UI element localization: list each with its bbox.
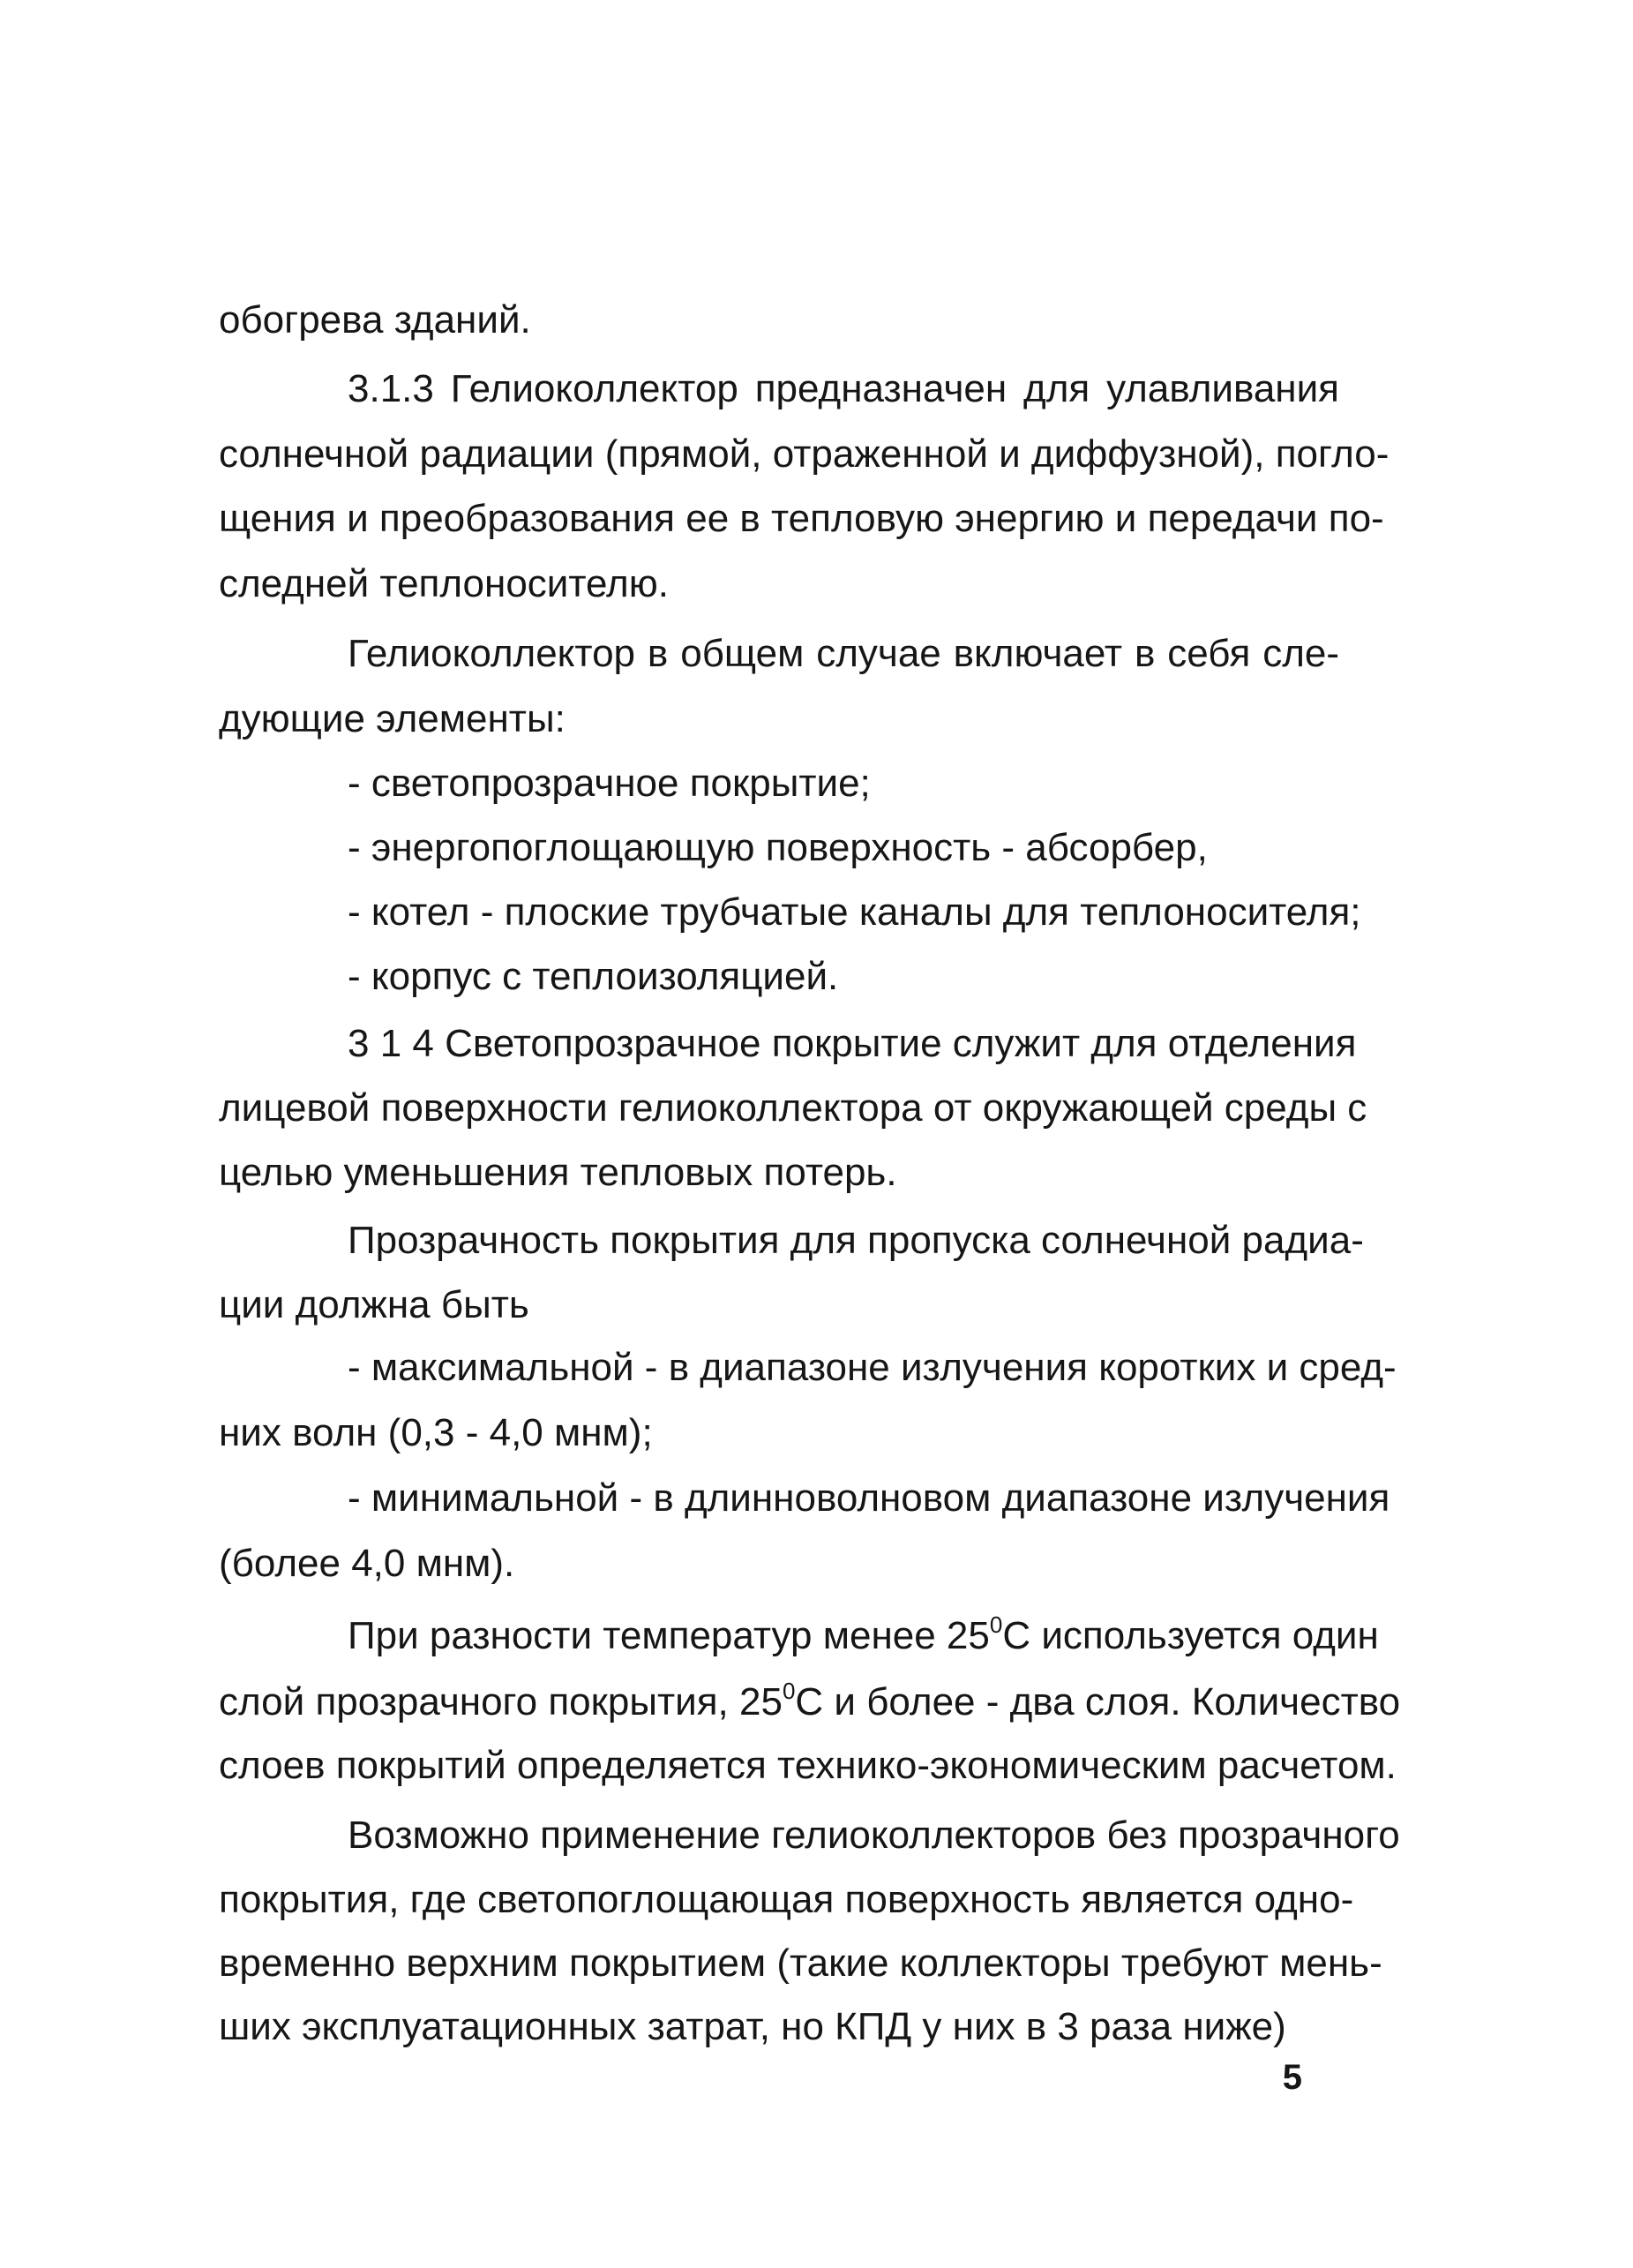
list-item: - корпус с теплоизоляцией. bbox=[348, 955, 839, 998]
text-line: обогрева зданий. bbox=[219, 298, 531, 342]
text-line: ших эксплуатационных затрат, но КПД у них в 3 раза ниже) bbox=[219, 2005, 1286, 2048]
text-line: лицевой поверхности гелиоколлектора от окружающей среды с bbox=[219, 1086, 1367, 1130]
list-item: - котел - плоские трубчатые каналы для теплоносителя; bbox=[348, 890, 1361, 934]
text-line: щения и преобразования ее в тепловую энергию и передачи по- bbox=[219, 497, 1384, 540]
text-line: (более 4,0 мнм). bbox=[219, 1542, 515, 1585]
list-item: - максимальной - в диапазоне излучения коротких и сред- bbox=[348, 1346, 1397, 1389]
section-heading-3-1-3: 3.1.3 Гелиоколлектор предназначен для улавливания bbox=[348, 367, 1339, 410]
text-line-with-superscript bbox=[219, 1676, 1401, 1729]
text-line: временно верхним покрытием (такие коллекторы требуют мень- bbox=[219, 1941, 1382, 1985]
text-fragment: слой прозрачного покрытия, 25 bbox=[219, 1680, 783, 1724]
superscript-degree: 0 bbox=[782, 1678, 796, 1705]
text-fragment: При разности температур менее 25 bbox=[348, 1614, 990, 1657]
text-line: солнечной радиации (прямой, отраженной и диффузной), погло- bbox=[219, 432, 1390, 476]
text-line: слоев покрытий определяется технико-экономическим расчетом. bbox=[219, 1744, 1397, 1787]
superscript-degree: 0 bbox=[989, 1611, 1003, 1639]
text-line: Гелиоколлектор в общем случае включает в себя сле- bbox=[348, 632, 1339, 675]
page-number: 5 bbox=[1282, 2058, 1302, 2097]
list-item: - минимальной - в длинноволновом диапазоне излучения bbox=[348, 1476, 1390, 1520]
text-line: целью уменьшения тепловых потерь. bbox=[219, 1151, 897, 1194]
text-line: Прозрачность покрытия для пропуска солнечной радиа- bbox=[348, 1219, 1364, 1262]
text-line-with-superscript bbox=[348, 1610, 1379, 1663]
text-line: дующие элементы: bbox=[219, 697, 566, 740]
text-fragment: С и более - два слоя. Количество bbox=[795, 1680, 1401, 1724]
list-item: - энергопоглощающую поверхность - абсорбер, bbox=[348, 826, 1208, 869]
section-heading-3-1-4: 3 1 4 Светопрозрачное покрытие служит для отделения bbox=[348, 1022, 1357, 1065]
text-line: покрытия, где светопоглощающая поверхность является одно- bbox=[219, 1878, 1354, 1921]
text-line: ции должна быть bbox=[219, 1283, 529, 1326]
text-line: Возможно применение гелиоколлекторов без прозрачного bbox=[348, 1814, 1400, 1857]
list-item: - светопрозрачное покрытие; bbox=[348, 762, 871, 805]
text-fragment: С используется один bbox=[1002, 1614, 1379, 1657]
text-line: них волн (0,3 - 4,0 мнм); bbox=[219, 1411, 653, 1454]
text-line: следней теплоносителю. bbox=[219, 562, 669, 605]
